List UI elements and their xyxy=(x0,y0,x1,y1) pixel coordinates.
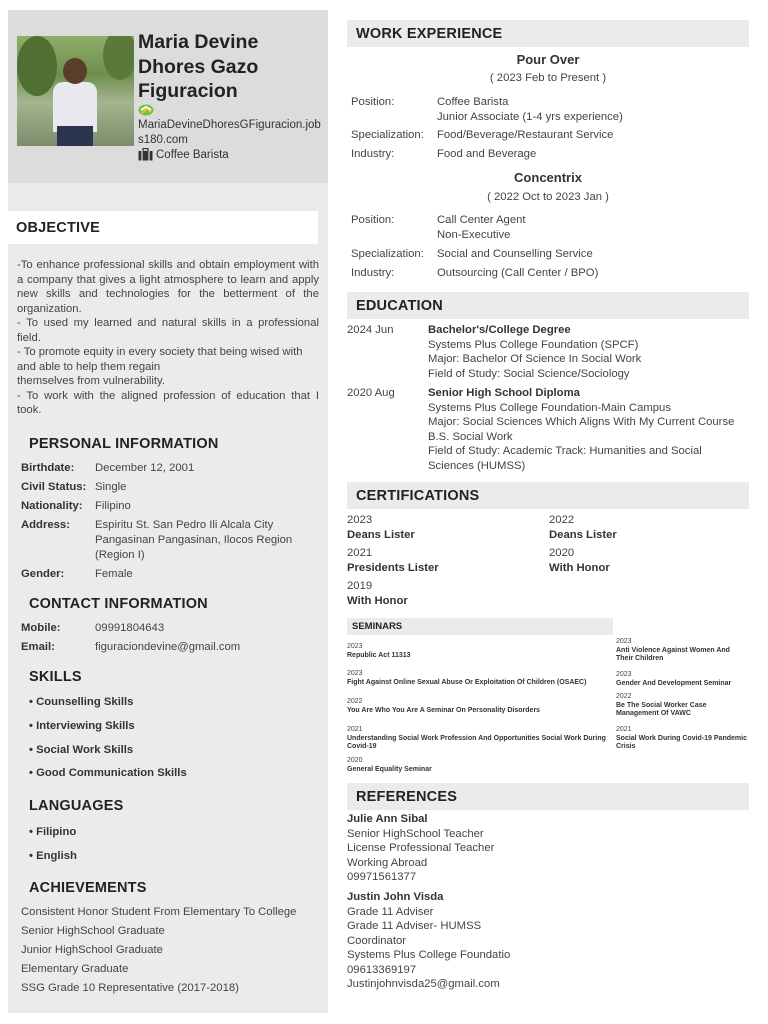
achievement-item: Consistent Honor Student From Elementary To College xyxy=(21,906,297,918)
job-spec-label: Specialization: xyxy=(351,129,424,141)
education-major: Major: Bachelor Of Science In Social Work xyxy=(428,353,642,365)
achievement-item: Senior HighSchool Graduate xyxy=(21,925,165,937)
job-period: ( 2022 Oct to 2023 Jan ) xyxy=(487,191,609,203)
education-field: Field of Study: Academic Track: Humanities and Social Sciences (HUMSS) xyxy=(428,445,702,472)
achievement-item: Elementary Graduate xyxy=(21,963,129,975)
seminar-year: 2022 xyxy=(347,698,363,705)
certifications-heading-bar xyxy=(347,482,749,509)
seminar-item xyxy=(616,638,748,664)
job-industry-value: Food and Beverage xyxy=(437,148,537,160)
seminar-year: 2023 xyxy=(347,643,363,650)
certification-item xyxy=(347,579,408,608)
skills-heading: SKILLS xyxy=(29,669,82,685)
objective-line: - To used my learned and natural skills in a professional field. xyxy=(17,317,319,344)
language-item: • Filipino xyxy=(29,826,77,838)
job-position: Coffee Barista xyxy=(437,96,509,108)
profile-job-title: Coffee Barista xyxy=(156,148,229,161)
address-value: Espiritu St. San Pedro Ili Alcala City Pangasinan Pangasinan, Ilocos Region (Region I) xyxy=(95,519,293,561)
achievement-item: Junior HighSchool Graduate xyxy=(21,944,163,956)
objective-text xyxy=(17,258,319,418)
seminar-year: 2023 xyxy=(347,670,363,677)
references-heading: REFERENCES xyxy=(356,789,458,805)
skill-item: • Counselling Skills xyxy=(29,696,134,708)
reference-line: Coordinator xyxy=(347,934,407,947)
briefcase-icon xyxy=(138,148,153,161)
education-field: Field of Study: Social Science/Sociology xyxy=(428,367,630,380)
reference-entry xyxy=(347,890,510,992)
seminar-year: 2021 xyxy=(616,726,632,733)
seminar-year: 2020 xyxy=(347,757,363,764)
achievements-heading: ACHIEVEMENTS xyxy=(29,880,147,896)
personal-heading: PERSONAL INFORMATION xyxy=(29,436,219,452)
certification-title: Presidents Lister xyxy=(347,561,439,574)
objective-line: -To enhance professional skills and obtain employment with a company that gives a light atmosphere to learn and apply new skills and technologies for the betterment of the organization. xyxy=(17,259,319,315)
seminar-item xyxy=(347,643,613,660)
skill-item: • Interviewing Skills xyxy=(29,720,135,732)
certification-title: With Honor xyxy=(347,594,408,607)
job-spec-value: Social and Counselling Service xyxy=(437,248,593,260)
seminar-title: Republic Act 11313 xyxy=(347,651,411,659)
civil-status-label: Civil Status: xyxy=(21,481,87,493)
certification-year: 2020 xyxy=(549,547,575,559)
seminars-heading: SEMINARS xyxy=(352,621,403,632)
job-level: Junior Associate (1-4 yrs experience) xyxy=(437,110,623,123)
verified-icon xyxy=(138,104,154,116)
profile-job xyxy=(138,148,229,161)
job-company: Pour Over xyxy=(516,52,580,67)
job-industry-value: Outsourcing (Call Center / BPO) xyxy=(437,267,599,279)
seminar-title: Gender And Development Seminar xyxy=(616,679,732,687)
certification-title: Deans Lister xyxy=(549,528,617,541)
achievement-item: SSG Grade 10 Representative (2017-2018) xyxy=(21,982,239,994)
seminar-item xyxy=(347,726,613,752)
certification-year: 2022 xyxy=(549,514,575,526)
objective-line: themselves from vulnerability. xyxy=(17,375,165,387)
profile-website-link[interactable]: MariaDevineDhoresGFiguracion.jobs180.com xyxy=(138,119,321,146)
certification-item xyxy=(549,513,617,542)
seminar-item xyxy=(347,670,613,687)
seminar-item xyxy=(616,726,748,752)
seminar-title: General Equality Seminar xyxy=(347,765,432,773)
objective-heading-bar xyxy=(8,211,318,244)
certification-year: 2023 xyxy=(347,514,373,526)
seminar-title: Anti Violence Against Women And Their Children xyxy=(616,646,730,662)
seminar-item xyxy=(616,671,748,688)
seminar-title: You Are Who You Are A Seminar On Personality Disorders xyxy=(347,706,541,714)
nationality-label: Nationality: xyxy=(21,500,83,512)
education-body xyxy=(428,386,749,473)
education-degree: Senior High School Diploma xyxy=(428,387,580,399)
work-heading-bar xyxy=(347,20,749,47)
certification-title: Deans Lister xyxy=(347,528,415,541)
reference-phone: 09613369197 xyxy=(347,963,417,976)
gender-label: Gender: xyxy=(21,568,65,580)
certification-item xyxy=(347,513,415,542)
job-industry-label: Industry: xyxy=(351,267,395,279)
job-position-value xyxy=(437,95,757,124)
seminar-year: 2021 xyxy=(347,726,363,733)
reference-email[interactable]: Justinjohnvisda25@gmail.com xyxy=(347,978,500,990)
language-item: • English xyxy=(29,850,77,862)
objective-heading: OBJECTIVE xyxy=(16,220,100,236)
seminar-title: Fight Against Online Sexual Abuse Or Exploitation Of Children (OSAEC) xyxy=(347,678,587,686)
seminar-year: 2023 xyxy=(616,638,632,645)
job-period: ( 2023 Feb to Present ) xyxy=(489,72,607,84)
gender-value: Female xyxy=(95,568,133,580)
education-heading-bar xyxy=(347,292,749,319)
email-label: Email: xyxy=(21,641,55,653)
reference-line: Working Abroad xyxy=(347,856,428,869)
certification-item xyxy=(549,546,610,575)
contact-heading: CONTACT INFORMATION xyxy=(29,596,208,612)
skill-item: • Good Communication Skills xyxy=(29,767,187,779)
skill-item: • Social Work Skills xyxy=(29,744,134,756)
email-value[interactable]: figuraciondevine@gmail.com xyxy=(95,641,241,653)
seminar-year: 2023 xyxy=(616,671,632,678)
job-position-label: Position: xyxy=(351,96,395,108)
education-school: Systems Plus College Foundation (SPCF) xyxy=(428,338,639,351)
objective-line: - To promote equity in every society that being wised with and able to help them regain xyxy=(17,346,303,373)
seminar-title: Understanding Social Work Profession And Opportunities Social Work During Covid-19 xyxy=(347,734,606,750)
address-label: Address: xyxy=(21,519,70,531)
education-date: 2020 Aug xyxy=(347,387,395,399)
mobile-value: 09991804643 xyxy=(95,622,165,634)
education-date: 2024 Jun xyxy=(347,324,394,336)
education-degree: Bachelor's/College Degree xyxy=(428,324,571,336)
reference-line: Grade 11 Adviser xyxy=(347,905,434,918)
reference-phone: 09971561377 xyxy=(347,871,417,883)
certification-year: 2019 xyxy=(347,580,373,592)
nationality-value: Filipino xyxy=(95,500,131,512)
seminar-item xyxy=(347,698,613,715)
job-position: Call Center Agent xyxy=(437,214,526,226)
mobile-label: Mobile: xyxy=(21,622,61,634)
education-heading: EDUCATION xyxy=(356,298,443,314)
birthdate-label: Birthdate: xyxy=(21,462,75,474)
reference-entry xyxy=(347,812,494,885)
job-spec-label: Specialization: xyxy=(351,248,424,260)
reference-line: Grade 11 Adviser- HUMSS xyxy=(347,920,482,932)
certification-title: With Honor xyxy=(549,561,610,574)
reference-line: Systems Plus College Foundatio xyxy=(347,949,511,961)
languages-heading: LANGUAGES xyxy=(29,798,124,814)
birthdate-value: December 12, 2001 xyxy=(95,462,195,474)
education-major: Major: Social Sciences Which Aligns With My Current Course B.S. Social Work xyxy=(428,416,735,443)
objective-line: - To work with the aligned profession of education that I took. xyxy=(17,389,319,416)
references-heading-bar xyxy=(347,783,749,810)
civil-status-value: Single xyxy=(95,481,127,493)
profile-name: Maria Devine Dhores Gazo Figuracion xyxy=(138,31,259,102)
profile-photo xyxy=(17,36,134,146)
reference-line: Senior HighSchool Teacher xyxy=(347,827,484,840)
seminar-title: Be The Social Worker Case Management Of VAWC xyxy=(616,701,707,717)
job-company: Concentrix xyxy=(514,170,582,185)
seminars-heading-bar xyxy=(347,618,613,635)
certification-year: 2021 xyxy=(347,547,373,559)
left-column xyxy=(8,10,328,1013)
reference-line: License Professional Teacher xyxy=(347,842,495,854)
job-spec-value: Food/Beverage/Restaurant Service xyxy=(437,129,614,141)
seminar-title: Social Work During Covid-19 Pandemic Crisis xyxy=(616,734,747,750)
reference-name: Justin John Visda xyxy=(347,891,444,903)
education-body xyxy=(428,323,749,381)
seminar-item xyxy=(347,757,613,774)
profile-header xyxy=(8,10,328,183)
work-heading: WORK EXPERIENCE xyxy=(356,26,503,42)
certifications-heading: CERTIFICATIONS xyxy=(356,488,480,504)
reference-name: Julie Ann Sibal xyxy=(347,813,428,825)
job-position-value xyxy=(437,213,757,242)
certification-item xyxy=(347,546,439,575)
seminar-item xyxy=(616,693,748,719)
job-level: Non-Executive xyxy=(437,228,511,241)
job-position-label: Position: xyxy=(351,214,395,226)
seminar-year: 2022 xyxy=(616,693,632,700)
education-school: Systems Plus College Foundation-Main Campus xyxy=(428,401,671,414)
job-industry-label: Industry: xyxy=(351,148,395,160)
